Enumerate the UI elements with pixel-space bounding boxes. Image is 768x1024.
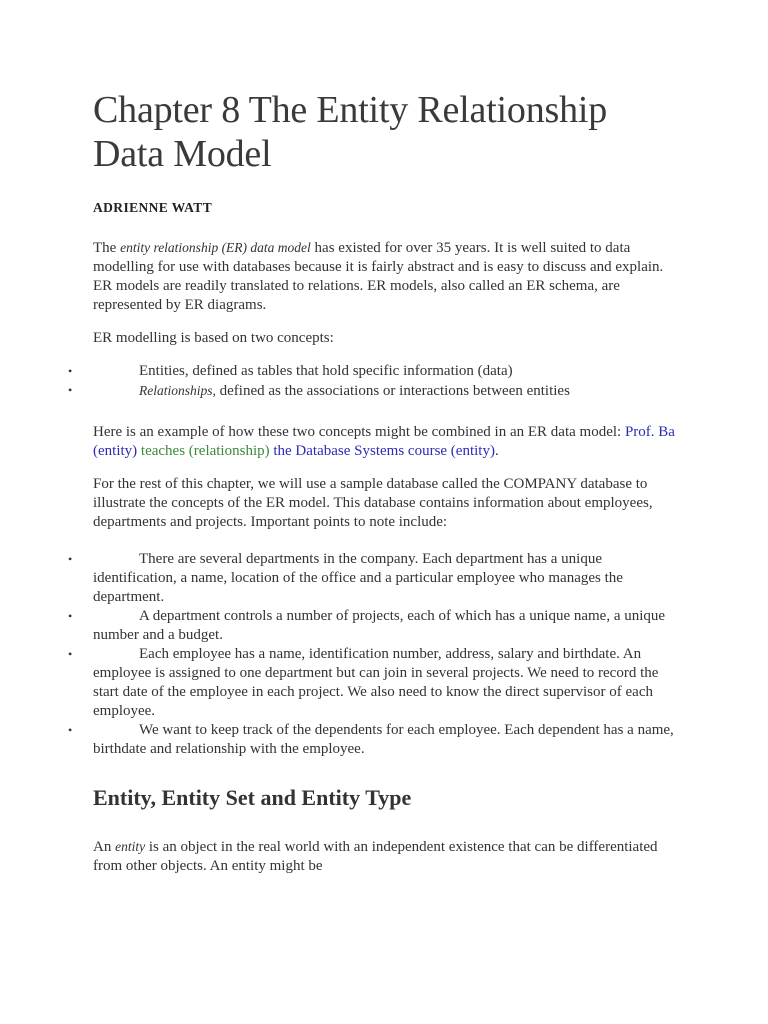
example-post: . <box>494 443 499 459</box>
concepts-intro: ER modelling is based on two concepts: <box>93 330 334 346</box>
bullet-icon: • <box>68 552 73 566</box>
entity-def-emphasis: entity <box>115 839 146 854</box>
bullet-icon: • <box>68 383 73 397</box>
company-points-list <box>68 550 683 759</box>
example-entity-2: the Database Systems course (entity) <box>273 443 495 459</box>
intro-emphasis: entity relationship (ER) data model <box>120 240 311 255</box>
bullet-icon: • <box>68 609 73 623</box>
example-paragraph <box>93 423 683 461</box>
concept-term: Relationships, <box>139 383 216 398</box>
bullet-icon: • <box>68 364 73 378</box>
list-item <box>68 550 683 607</box>
list-item <box>68 645 683 721</box>
intro-pre: The <box>93 240 121 256</box>
list-item <box>68 381 683 401</box>
point-text: We want to keep track of the dependents for each employee. Each dependent has a name, birthdate and relationship with the employee. <box>93 722 674 757</box>
entity-def-pre: An <box>93 839 116 855</box>
entity-definition <box>93 837 683 876</box>
point-text: Each employee has a name, identification number, address, salary and birthdate. An employee is assigned to one department but can join in several projects. We need to record the start date of the employee in each project. We also need to know the direct supervisor of each employee. <box>93 646 659 719</box>
list-item <box>68 721 683 759</box>
example-pre: Here is an example of how these two concepts might be combined in an ER data model: <box>93 424 625 440</box>
example-relationship: teaches (relationship) <box>140 443 270 459</box>
concept-term: Entities, <box>139 363 189 379</box>
intro-paragraph <box>93 238 683 315</box>
company-intro: For the rest of this chapter, we will use a sample database called the COMPANY database to illustrate the concepts of the ER model. This database contains information about employees, departments and projects. Important points to note include: <box>93 476 653 530</box>
list-item <box>68 607 683 645</box>
author-name: ADRIENNE WATT <box>93 200 213 215</box>
entity-def-post: is an object in the real world with an independent existence that can be differentiated from other objects. An entity might be <box>93 839 658 874</box>
point-text: A department controls a number of projects, each of which has a unique name, a unique number and a budget. <box>93 608 666 643</box>
example-entity-1: Prof. Ba (entity) <box>93 424 675 459</box>
concepts-list <box>68 362 683 401</box>
list-item <box>68 362 683 381</box>
intro-post: has existed for over 35 years. It is well suited to data modelling for use with databases because it is fairly abstract and is easy to discuss and explain. ER models are readily translated to relations. ER models, also called an ER schema, are represented by ER diagrams. <box>93 240 664 313</box>
concept-definition: defined as tables that hold specific information (data) <box>188 363 513 379</box>
bullet-icon: • <box>68 723 73 737</box>
document-page <box>68 88 683 890</box>
concept-definition: defined as the associations or interactions between entities <box>215 383 570 399</box>
point-text: There are several departments in the company. Each department has a unique identification, a name, location of the office and a particular employee who manages the department. <box>93 551 623 605</box>
bullet-icon: • <box>68 647 73 661</box>
section-heading: Entity, Entity Set and Entity Type <box>93 785 412 810</box>
chapter-title: Chapter 8 The Entity Relationship Data Model <box>93 89 608 175</box>
